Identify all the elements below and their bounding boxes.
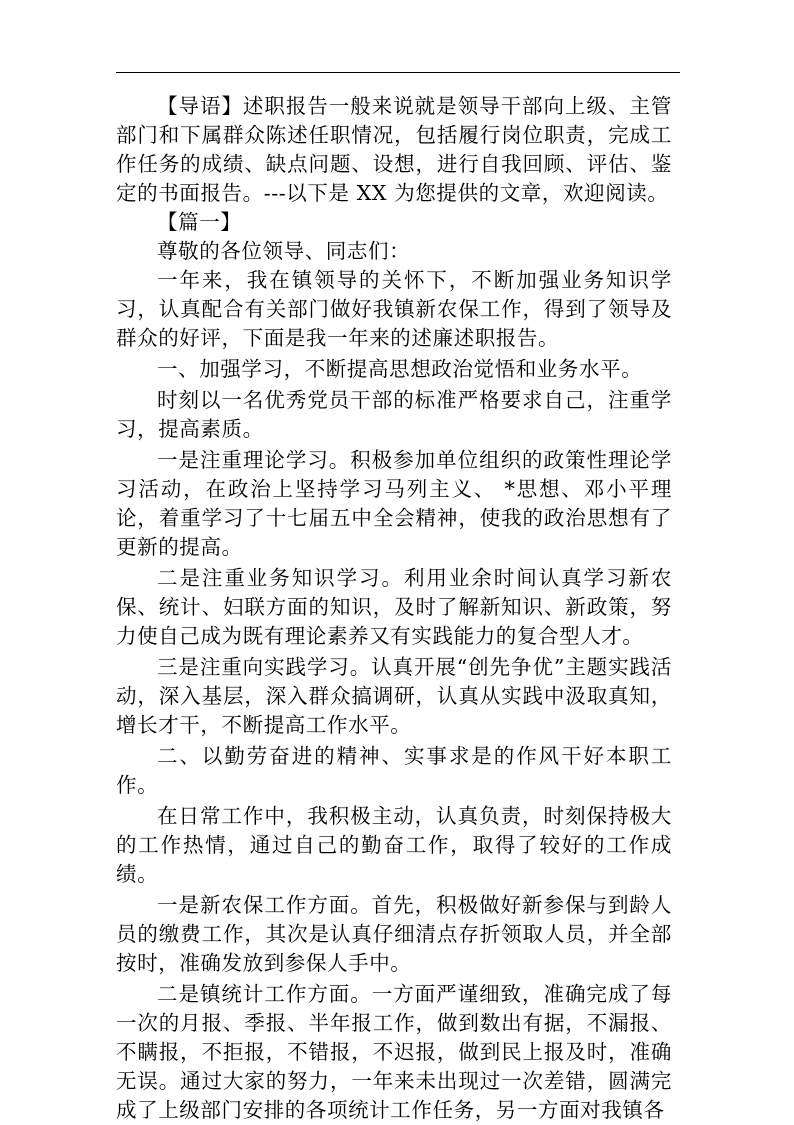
heading-one: 一、加强学习，不断提高思想政治觉悟和业务水平。 bbox=[157, 357, 643, 381]
body-paragraph: 二是注重业务知识学习。利用业余时间认真学习新农保、统计、妇联方面的知识，及时了解新知识、新政策，努力使自己成为既有理论素养又有实践能力的复合型人才。 bbox=[116, 566, 672, 648]
section-heading: 【篇一】 bbox=[157, 210, 242, 234]
header-rule bbox=[116, 72, 680, 73]
heading-two: 二、以勤劳奋进的精神、实事求是的作风干好本职工作。 bbox=[116, 744, 672, 797]
body-paragraph: 一是新农保工作方面。首先，积极做好新参保与到龄人员的缴费工作，其次是认真仔细清点存折领取人员，并全部按时，准确发放到参保人手中。 bbox=[116, 893, 672, 975]
document-body bbox=[116, 92, 672, 1125]
body-paragraph: 时刻以一名优秀党员干部的标准严格要求自己，注重学习，提高素质。 bbox=[116, 388, 672, 441]
body-paragraph: 在日常工作中，我积极主动，认真负责，时刻保持极大的工作热情，通过自己的勤奋工作，取得了较好的工作成绩。 bbox=[116, 804, 672, 886]
intro-paragraph: 【导语】述职报告一般来说就是领导干部向上级、主管部门和下属群众陈述任职情况，包括履行岗位职责，完成工作任务的成绩、缺点问题、设想，进行自我回顾、评估、鉴定的书面报告。---以下是 XX 为您提供的文章，欢迎阅读。 bbox=[116, 94, 672, 205]
body-paragraph: 三是注重向实践学习。认真开展“创先争优”主题实践活动，深入基层，深入群众搞调研，认真从实践中汲取真知，增长才干，不断提高工作水平。 bbox=[116, 655, 672, 737]
body-paragraph: 二是镇统计工作方面。一方面严谨细致，准确完成了每一次的月报、季报、半年报工作，做到数出有据，不漏报、不瞒报，不拒报，不错报，不迟报，做到民上报及时，准确无误。通过大家的努力，一年来未出现过一次差错，圆满完成了上级部门安排的各项统计工作任务，另一方面对我镇各 bbox=[116, 982, 672, 1122]
body-paragraph: 一是注重理论学习。积极参加单位组织的政策性理论学习活动，在政治上坚持学习马列主义、 *思想、邓小平理论，着重学习了十七届五中全会精神，使我的政治思想有了更新的提高。 bbox=[116, 448, 672, 559]
body-paragraph: 一年来，我在镇领导的关怀下，不断加强业务知识学习，认真配合有关部门做好我镇新农保工作，得到了领导及群众的好评，下面是我一年来的述廉述职报告。 bbox=[116, 268, 672, 350]
salutation: 尊敬的各位领导、同志们： bbox=[157, 239, 411, 263]
